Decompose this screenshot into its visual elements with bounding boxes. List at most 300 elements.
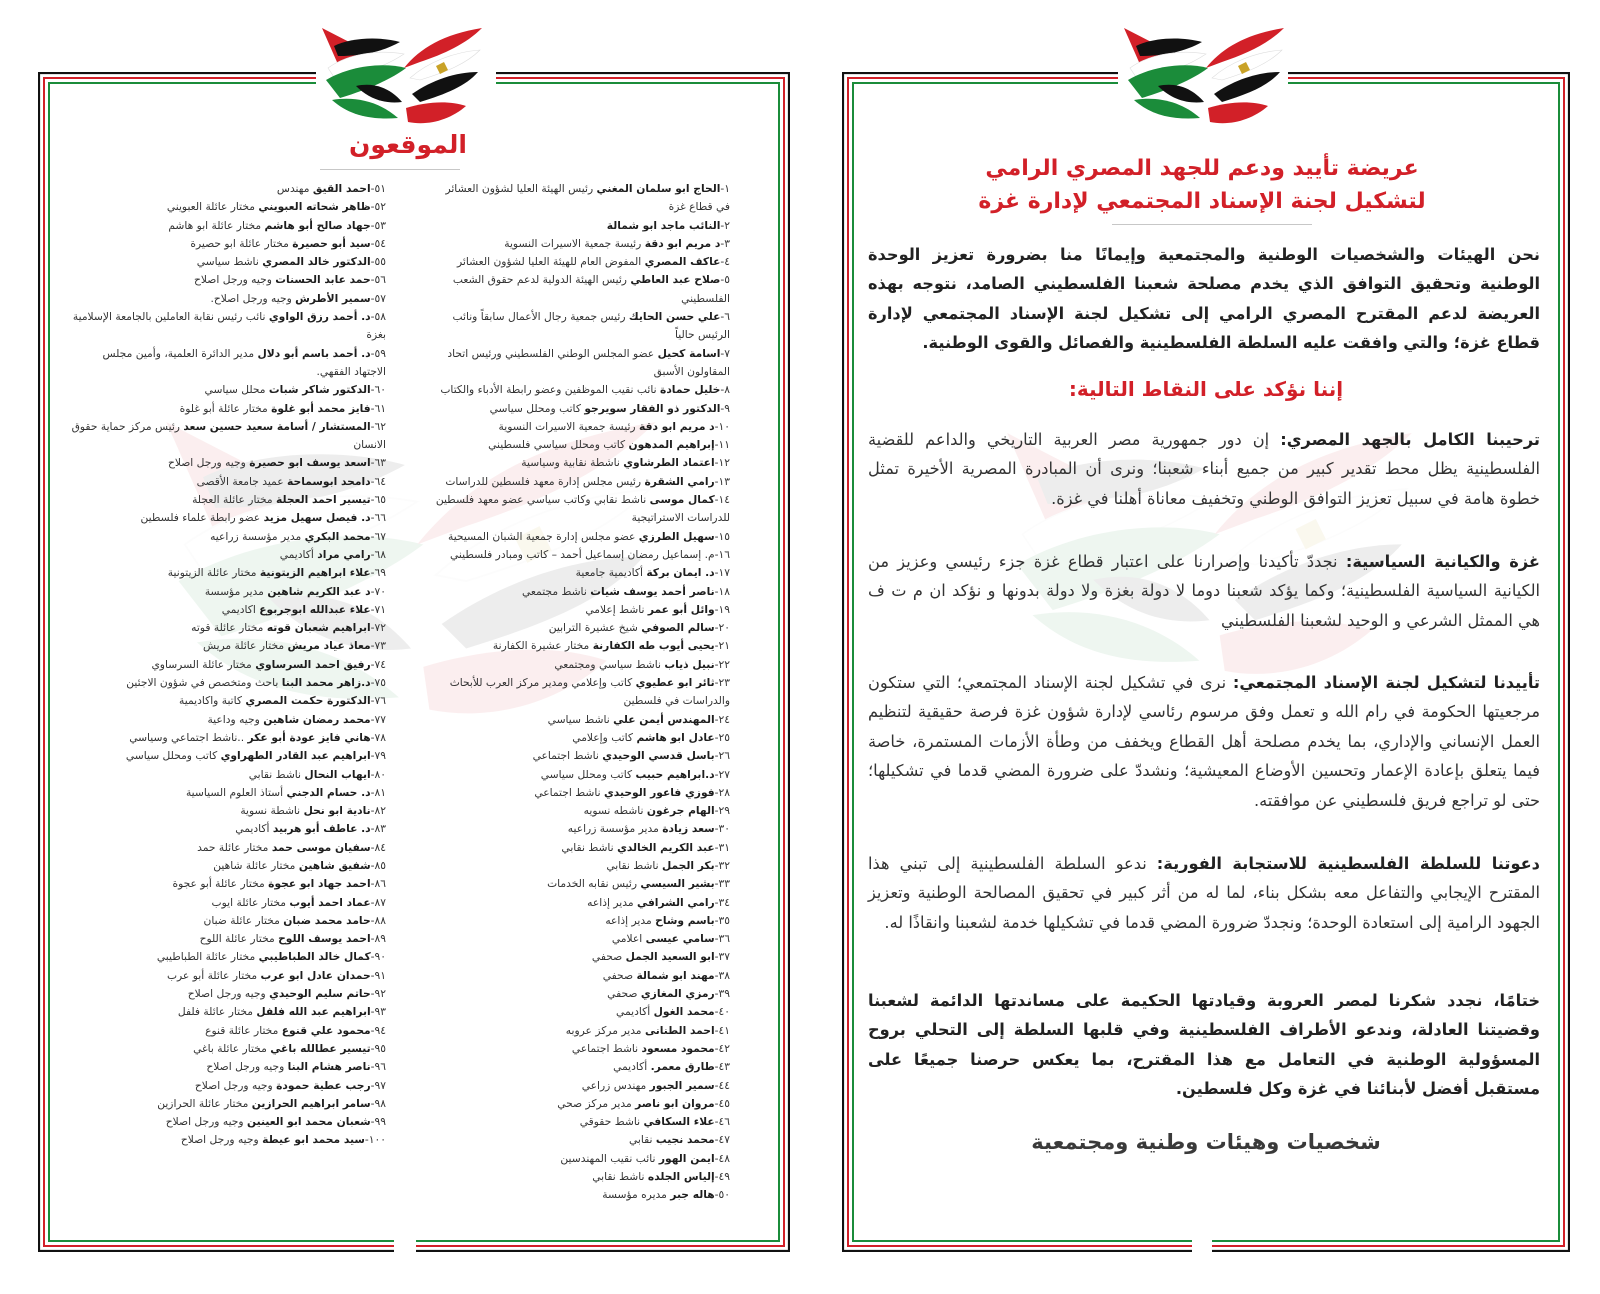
signatory-role: نقابي [628,1133,653,1147]
signatory-name: علاء ابراهيم الزيتونية [259,566,371,580]
signatory-role: مختار عائلة باغي [193,1041,267,1055]
signatory-name: د. حسام الدجني [286,785,371,799]
signatory-role: عضو مجلس إدارة جمعية الشبان المسيحية ١٦-م. إسماعيل رمضان إسماعيل أحمد – كاتب ومبادر فلسطيني [447,529,730,561]
signatory-number: ٨٥- [370,858,386,872]
signatory-name: د. أحمد باسم أبو دلال [257,346,371,360]
signatory-role: مختار عشيرة الكفارنة [492,639,590,653]
signatory-item [430,875,730,893]
signatory-name: احمد الطنانى [644,1023,715,1037]
signatory-name: هاله جبر [670,1188,715,1202]
signatory-number: ٥- [720,273,730,287]
signatory-item [68,930,386,948]
signatory-number: ١٢- [714,456,730,470]
signatory-name: محمد البكري [304,529,371,543]
signatory-role: مختار عائلة الزيتونية [167,566,257,580]
signatory-item [430,1168,730,1186]
signatory-role: وجيه ورجل اصلاح [165,1115,244,1129]
signatory-item [68,1003,386,1021]
signatory-number: ٢٤- [714,712,730,726]
signatory-item [68,1113,386,1131]
signatory-number: ٨- [720,383,730,397]
signatory-item [430,784,730,802]
signatory-role: وجيه ورجل اصلاح [180,1133,259,1147]
signatory-item [430,454,730,472]
signatory-name: ثائر ابو عطيوي [635,676,715,690]
signatory-item [68,454,386,472]
signatory-item [68,271,386,289]
signatory-number: ٥٢- [370,200,386,214]
signatory-number: ٦٢- [370,419,386,433]
signatory-item [68,711,386,729]
points-subheading: إننا نؤكد على النقاط التالية: [1068,377,1344,401]
signatory-number: ١٥- [714,529,730,543]
title-line-2: لتشكيل لجنة الإسناد المجتمعي لإدارة غزة [978,189,1426,214]
signatory-item [430,1058,730,1076]
signatory-name: عماد احمد أيوب [289,895,371,909]
signatory-item [68,290,386,308]
signatory-name: كمال خالد الطباطيبي [258,950,371,964]
signatory-item [68,253,386,271]
signatory-role: رئيسة جمعية الاسيرات النسوية [504,236,642,250]
signatory-role: رئيس مجلس إدارة معهد فلسطين للدراسات [445,474,642,488]
signatory-role: مدير مؤسسة زراعيه [210,529,302,543]
signatories-page [38,72,790,1252]
signatory-number: ٣٧- [714,950,730,964]
signatory-role: وجيه ورجل اصلاح [194,1078,273,1092]
signatory-name: اعتماد الطرشاوي [623,456,715,470]
signatory-role: وجيه ورجل اصلاح [194,273,272,287]
signatory-name: تيسير احمد العجلة [275,493,371,507]
signatory-name: نادية ابو نحل [303,804,371,818]
signatory-number: ٧٦- [370,694,386,708]
signatory-name: د. فيصل سهيل مزيد [263,511,371,525]
signatory-name: رامي الشرافي [637,895,715,909]
heading-divider [320,169,460,170]
signatory-number: ٤٩- [714,1170,730,1184]
signatory-item [430,601,730,619]
signatory-role: مدير إذاعه [587,895,634,909]
signatory-name: د. ايمان بركة [646,566,715,580]
signatory-number: ٨١- [370,785,386,799]
signatory-number: ٥٤- [370,236,386,250]
call-lead: دعوتنا للسلطة الفلسطينية للاستجابة الفورية: [1156,854,1540,873]
signatory-name: باسم وشاح [655,913,715,927]
signatory-role: مختار عائلة الحرازين [157,1096,249,1110]
signatory-role: كاتب ومحلل سياسي [540,767,633,781]
signatory-item [430,217,730,235]
signatory-role: أستاذ العلوم السياسية [185,785,284,799]
signatory-name: معاذ عياد مريش [287,639,371,653]
signatory-item [430,1131,730,1149]
signatory-item [430,1186,730,1204]
signatory-item [68,235,386,253]
signatory-number: ٥٣- [370,218,386,232]
signatory-item [430,180,730,217]
signatory-name: ايهاب النحال [304,767,371,781]
signatory-name: المستشار / أسامة سعيد حسين سعد [183,419,371,433]
signatory-number: ٢٢- [714,657,730,671]
welcome-paragraph [868,425,1540,513]
signatory-name: عاكف المصري [644,255,721,269]
signatory-item [430,1113,730,1131]
signatory-name: إبراهيم المدهون [628,438,715,452]
signatory-number: ١٩- [714,602,730,616]
signatory-item [68,528,386,546]
signatory-name: سامي عيسى [645,932,715,946]
signatory-role: ناشط نقابي [248,767,302,781]
signatory-number: ٥٩- [370,346,386,360]
signatory-role: مختار عائلة أبو عرب [166,968,258,982]
signatory-name: سمير الجبور [649,1078,715,1092]
signatory-item [430,564,730,582]
signatory-item [430,912,730,930]
signatory-item [68,802,386,820]
welcome-text: إن دور جمهورية مصر العربية التاريخي والداعم للقضية الفلسطينية يظل محط تقدير كبير من جميع أبناء شعبنا؛ ونرى أن المبادرة المصرية الأخيرة تمثل خطوة هامة في سبيل تعزيز التوافق الوطني وتخفيف معاناة أهلنا في غزة. [868,430,1540,508]
signatory-item [68,509,386,527]
signatory-role: نائب رئيس نقابة العاملين بالجامعة الإسلامية بغزة [72,310,386,342]
signatory-number: ٦٥- [370,493,386,507]
signatory-item [68,418,386,455]
signatory-number: ٢٩- [714,804,730,818]
signatory-item [68,180,386,198]
signatory-item [68,674,386,692]
title-line-1: عريضة تأييد ودعم للجهد المصري الرامي [985,156,1419,181]
signatory-number: ٤٢- [714,1041,730,1055]
signatory-role: أكاديمي [613,1060,648,1074]
signatory-role: عضو المجلس الوطني الفلسطيني ورئيس اتحاد المقاولون الأسبق [447,346,730,378]
signatory-name: حامد محمد ضبان [283,913,371,927]
signatory-number: ٩٥- [370,1041,386,1055]
signatory-number: ١٧- [714,566,730,580]
signatory-number: ٢٠- [714,621,730,635]
signatory-item [430,528,730,565]
signatory-role: مدير مؤسسة زراعيه [567,822,659,836]
signatory-name: د مريم ابو دقة [644,236,721,250]
signatory-item [68,345,386,382]
signatory-number: ٦١- [370,401,386,415]
signatory-item [68,948,386,966]
signatory-number: ٣٦- [714,932,730,946]
signatory-role: باحث ومتخصص في شؤون الاجئين [126,676,279,690]
signatory-role: مديره مؤسسة [602,1188,667,1202]
signatory-role: مهندس زراعي [581,1078,647,1092]
signatory-number: ٧٥- [370,676,386,690]
signatory-role: مختار عائلة أبو عجوة [172,877,265,891]
signatory-role: اعلامي [611,932,643,946]
signatory-name: نبيل ذياب [664,657,715,671]
signatory-name: وائل أبو عمر [647,602,715,616]
signatory-name: طارق معمر. [650,1060,715,1074]
signatory-item [430,1150,730,1168]
signatory-name: باسل قدسي الوحيدي [602,749,715,763]
signatory-item [68,747,386,765]
signatory-number: ١٨- [714,584,730,598]
signatory-number: ١٣- [714,474,730,488]
signatory-number: ٣٣- [714,877,730,891]
signatory-item [68,1058,386,1076]
signatory-number: ٨٦- [370,877,386,891]
signatory-number: ٣٨- [714,968,730,982]
signatory-number: ٧٤- [370,657,386,671]
signatory-number: ٩٠- [370,950,386,964]
signatory-name: علاء عبدالله ابوجربوع [259,602,371,616]
signatory-number: ٣١- [714,840,730,854]
signatory-number: ٣٢- [714,858,730,872]
signatory-name: ناصر هشام البنا [287,1060,371,1074]
signatory-role: ناشط مجتمعي [521,584,587,598]
signatory-role: ناشط حقوقي [579,1115,641,1129]
signatory-item [430,948,730,966]
signatory-role: مختار عائلة العجلة [192,493,273,507]
signatory-role: صحفي [591,950,623,964]
signatory-number: ٣٠- [714,822,730,836]
signatory-name: ابراهيم عبد الله فلفل [256,1005,371,1019]
signatory-name: علاء السكافي [643,1115,715,1129]
signatory-name: سالم الصوفي [641,621,715,635]
signatory-role: محلل سياسي [204,383,266,397]
signatory-role: مختار عائلة ابو حصيرة [190,236,289,250]
signatory-item [68,766,386,784]
signatory-role: شيخ عشيرة الترابين [548,621,638,635]
signatory-number: ٤٧- [714,1133,730,1147]
signatory-item [68,692,386,710]
signatory-name: اسامة كحيل [657,346,721,360]
signatory-number: ٤٨- [714,1151,730,1165]
signatory-role: مختار عائلة ايوب [211,895,287,909]
signatory-number: ٩٦- [370,1060,386,1074]
signatory-item [430,271,730,308]
signatory-role: مختار عائلة أبو غلوة [179,401,268,415]
signatory-number: ٤١- [714,1023,730,1037]
signatory-name: هاني فايز عودة أبو عكر [247,730,371,744]
signatory-name: رمزي المغازي [640,987,715,1001]
signatory-item [430,583,730,601]
signatory-role: المفوض العام للهيئة العليا لشؤون العشائر [457,255,642,269]
signatory-name: الدكتور شاكر شبات [268,383,371,397]
signatory-name: النائب ماجد ابو شمالة [606,218,721,232]
signatory-name: حمدان عادل ابو عرب [260,968,371,982]
signatory-role: ناشط سياسي [196,255,259,269]
signatory-role: مدير مؤسسة [204,584,264,598]
call-text: ندعو السلطة الفلسطينية إلى تبني هذا المقترح الإيجابي والتفاعل معه بشكل بناء، لما له من أثر كبير في تحقيق المصالحة الوطنية وتعزيز الجهود الرامية إلى استعادة الوحدة؛ ونجددّ ضرورة المضي قدما في تشكيلها خدمة لشعبنا وانقاذًا له. [868,854,1540,932]
signatory-item [68,217,386,235]
signatory-item [430,381,730,399]
signatory-name: عادل ابو هاشم [636,730,715,744]
call-paragraph [868,849,1540,937]
signatory-name: سيد محمد ابو عيطة [262,1133,365,1147]
signatory-item [430,985,730,1003]
signatory-number: ٨٩- [370,932,386,946]
signatory-item [68,1131,386,1149]
signatory-name: مهند ابو شمالة [636,968,715,982]
signatory-number: ٦٤- [370,474,386,488]
signatory-number: ٩٧- [370,1078,386,1092]
signatory-number: ٩٢- [370,987,386,1001]
signatory-name: رامي مراد [317,547,371,561]
signatories-column-1 [430,180,730,1205]
signatory-role: عميد جامعة الأقصى [196,474,284,488]
signatory-name: د.زاهر محمد البنا [281,676,371,690]
signatory-role: ناشط اجتماعي [571,1041,639,1055]
signatory-name: إلياس الجلده [647,1170,715,1184]
signatory-number: ٩٣- [370,1005,386,1019]
signatory-number: ٤٥- [714,1096,730,1110]
signatory-number: ٧٢- [370,621,386,635]
signatory-role: أكاديمي [279,547,314,561]
signatory-item [68,820,386,838]
signatory-number: ٧٠- [370,584,386,598]
signatory-number: ٧٩- [370,749,386,763]
signatory-item [68,985,386,1003]
signatory-role: مختار عائلة ضبان [203,913,280,927]
signatory-item [68,491,386,509]
signatory-number: ٨٣- [370,822,386,836]
signatory-name: شفيق شاهين [298,858,371,872]
signatory-number: ٨٧- [370,895,386,909]
signatory-name: ابو السعيد الجمل [625,950,715,964]
signatory-item [68,1077,386,1095]
signatory-item [430,253,730,271]
signatory-role: كاتب ومحلل سياسي فلسطيني [488,438,626,452]
signatory-role: مختار عائلة شاهين [213,858,296,872]
signatory-name: اسعد يوسف ابو حصيرة [249,456,371,470]
signatory-name: بشير السيسي [640,877,715,891]
signatory-number: ٦٦- [370,511,386,525]
signatory-item [430,619,730,637]
signatory-number: ٦٣- [370,456,386,470]
signatory-name: المهندس أيمن علي [613,712,715,726]
signatory-number: ٥١- [370,182,386,195]
signatory-role: أكاديمي [616,1005,651,1019]
signatory-name: دامحد ابوسماحة [287,474,371,488]
signatory-role: مختار عائلة قنوع [205,1023,279,1037]
signatory-role: مختار عائلة مريش [202,639,285,653]
signatory-item [68,894,386,912]
signatory-name: سيد أبو حصيرة [292,236,371,250]
signatory-role: رئيس مركز حماية حقوق الانسان [71,419,386,452]
signatory-number: ٩٨- [370,1096,386,1110]
signatory-name: الدكتورة حكمت المصري [245,694,371,708]
signatory-name: سامر ابراهيم الحرازين [251,1096,371,1110]
signatory-number: ٥٠- [714,1188,730,1202]
signatory-name: الهام جرغون [646,804,715,818]
signatory-number: ٦- [720,310,730,324]
signatory-number: ٤٣- [714,1060,730,1074]
signatory-name: فايز محمد أبو غلوة [271,401,371,415]
signatory-item [68,473,386,491]
signatory-number: ٣٤- [714,895,730,909]
signatory-role: أكاديمية جامعية [575,566,643,580]
signatory-name: الدكتور خالد المصري [262,255,371,269]
signatory-role: أكاديمي [235,822,270,836]
signatory-name: حاتم سليم الوحيدي [269,987,371,1001]
signatory-role: مدير الدائرة العلمية، وأمين مجلس الاجتهاد الفقهي. [102,346,386,378]
signatory-role: وجيه ورجل اصلاح [187,987,266,1001]
signatory-name: محمد الغول [653,1005,715,1019]
signatory-role: نائب نقيب المهندسين [560,1151,656,1165]
signatory-role: ناشط اجتماعي [534,785,601,799]
signatory-name: الحاج ابو سلمان المغني [596,182,721,195]
gaza-text: نجددّ تأكيدنا وإصرارنا على اعتبار قطاع غزة جزء رئيسي وعزيز من الكيانية السياسية الفلسطينية؛ وكما يؤكد شعبنا دوما لا دولة بغزة ولا دولة بدونها و نؤكد ان م ت ف هي الممثل الشرعي و الوحيد لشعبنا الفلسطيني [868,552,1540,630]
closing-paragraph: ختامًا، نجدد شكرنا لمصر العروبة وقيادتها الحكيمة على مساندتها الدائمة لشعبنا وقضيتنا العادلة، وندعو الأطراف الفلسطينية وفي قلبها السلطة إلى التحلي بروح المسؤولية الوطنية في التعامل مع هذا المقترح، بما يعكس حرصنا جميعًا على مستقبل أفضل لأبنائنا في غزة وكل فلسطين. [868,991,1540,1099]
signatory-number: ٥٦- [370,273,386,287]
signatory-name: رجب عطية حمودة [276,1078,371,1092]
signatory-role: كاتب وإعلامي ومدير مركز العرب للأبحاث والدراسات في فلسطين [449,676,730,708]
signatory-role: رئيسة جمعية الاسيرات النسوية [498,419,636,433]
signatory-role: مدير مركز صحي [557,1096,632,1110]
signatory-name: د. عاطف أبو هربيد [272,822,371,836]
signatory-number: ٩١- [370,968,386,982]
signatory-number: ٦٩- [370,566,386,580]
signatory-item [430,766,730,784]
signatory-name: سعد زيادة [662,822,715,836]
signatory-item [430,1003,730,1021]
signatory-item [68,400,386,418]
signatory-role: ناشط إعلامي [585,602,645,616]
signatory-number: ٨٠- [370,767,386,781]
signatory-number: ٢٨- [714,785,730,799]
signatory-role: ناشط نقابي [592,1170,645,1184]
signatory-number: ٢٦- [714,749,730,763]
signatory-number: ٧٨- [370,730,386,744]
signatory-role: مختار عائلة ابو هاشم [168,218,262,232]
flags-emblem-logo [1118,22,1288,132]
flags-emblem-logo [316,22,486,132]
signatory-item [68,308,386,345]
support-text: نرى في تشكيل لجنة الإسناد المجتمعي؛ التي ستكون مرجعيتها الحكومة في رام الله و تعمل وفق مرسوم رئاسي لإدارة شؤون غزة فرصة حقيقية لتنظيم العمل الإنساني والإداري، بما يخدم مصلحة أهل القطاع ويخفف من وطأة الأزمات المستمرة، خاصة فيما يتعلق بإعادة الإعمار وتحسين الأوضاع المعيشية؛ ونشددّ على ضرورة المضي قدما في تشكيلها؛ حتى لو تراجع فريق فلسطيني عن موافقته. [868,673,1540,810]
signatory-name: رفيق احمد السرساوي [255,657,371,671]
signatory-item [68,601,386,619]
signatory-item [68,729,386,747]
signatory-item [68,583,386,601]
signatory-item [430,674,730,711]
signatory-role: وجيه وداعية [207,712,260,726]
signatory-name: سفيان موسى حمد [271,840,371,854]
signatory-number: ٨٢- [370,804,386,818]
signatory-role: كاتبة واكاديمية [178,694,242,708]
signatory-name: احمد جهاد ابو عجوة [268,877,371,891]
signatory-name: ايمن الهور [658,1151,715,1165]
signatory-role: ناشط نقابي [606,858,659,872]
signatory-item [430,747,730,765]
signatory-role: رئيس نقابه الخدمات [547,877,638,891]
signatory-name: د عبد الكريم شاهين [267,584,371,598]
signatory-role: وجيه ورجل اصلاح [206,1060,285,1074]
signatory-item [68,564,386,582]
signatory-number: ٥٥- [370,255,386,269]
signatory-name: جهاد صالح أبو هاشم [264,218,371,232]
signatory-number: ١٠- [714,419,730,433]
signatory-role: مختار عائلة السرساوي [151,657,252,671]
signatory-number: ٤٤- [714,1078,730,1092]
signatory-item [430,418,730,436]
signatory-item [68,857,386,875]
signatory-item [430,894,730,912]
signatory-item [430,1077,730,1095]
signatory-role: نائب نقيب الموظفين وعضو رابطة الأدباء والكتاب [440,383,657,397]
gaza-lead: غزة والكيانية السياسية: [1345,552,1540,571]
petition-page [842,72,1570,1252]
signatory-role: مدير مركز عروبه [565,1023,642,1037]
signatory-item [68,198,386,216]
signatory-number: ٩- [720,401,730,415]
signatory-number: ٧٧- [370,712,386,726]
signatory-role: ناشط نقابي [561,840,614,854]
signatory-name: د. أحمد رزق الواوي [268,310,371,324]
signatory-number: ٦٠- [370,383,386,397]
signatory-name: عبد الكريم الخالدي [617,840,715,854]
support-lead: تأييدنا لتشكيل لجنة الإسناد المجتمعي: [1232,673,1540,692]
